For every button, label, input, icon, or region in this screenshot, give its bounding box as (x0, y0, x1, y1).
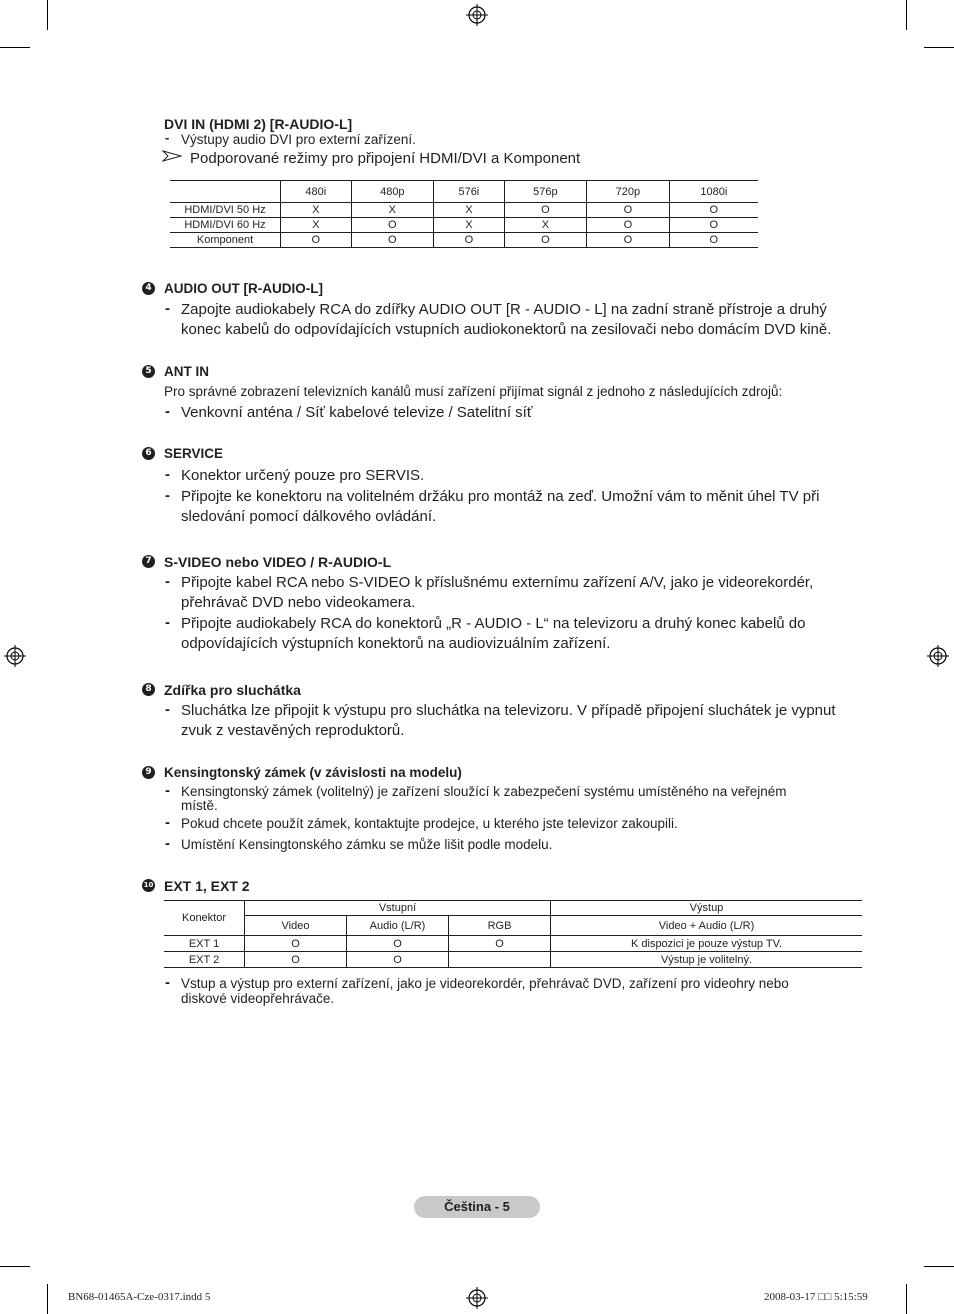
table-cell: O (504, 233, 587, 248)
paragraph-line: Zapojte audiokabely RCA do zdířky AUDIO OUT [R - AUDIO - L] na zadní straně přístroje a druhý (181, 301, 827, 318)
table-cell: Audio (L/R) (347, 916, 449, 936)
crop-mark (0, 47, 30, 48)
paragraph-line: sledování pomocí dálkového ovládání. (181, 508, 437, 525)
table-cell: O (245, 952, 347, 968)
section-number-badge: 5 (142, 365, 155, 378)
table-row (164, 936, 862, 952)
paragraph-line: Připojte ke konektoru na volitelném držáku pro montáž na zeď. Umožní vám to měnit úhel TV při (181, 488, 820, 505)
table-cell: O (281, 233, 352, 248)
crop-mark (924, 47, 954, 48)
table-cell: O (669, 233, 758, 248)
bullet-dash: - (165, 403, 170, 420)
section-number-badge: 7 (142, 555, 155, 568)
table-cell: O (434, 233, 505, 248)
file-slug: BN68-01465A-Cze-0317.indd 5 (68, 1291, 211, 1303)
paragraph-line: Pokud chcete použít zámek, kontaktujte prodejce, u kterého jste televizor zakoupili. (181, 816, 678, 831)
bullet-dash: - (165, 614, 170, 631)
paragraph-line: Konektor určený pouze pro SERVIS. (181, 467, 425, 484)
dvi-bullet: Výstupy audio DVI pro externí zařízení. (181, 132, 416, 147)
table-cell: Konektor (164, 901, 245, 936)
section-heading: ANT IN (164, 364, 209, 379)
section-number-badge: 9 (142, 766, 155, 779)
note-arrow-icon (162, 150, 182, 162)
section-heading: Zdířka pro sluchátka (164, 682, 301, 698)
table-cell: O (245, 936, 347, 952)
paragraph-line: Umístění Kensingtonského zámku se může lišit podle modelu. (181, 837, 553, 852)
paragraph-line: odpovídajících výstupních konektorů na audiovizuálním zařízení. (181, 635, 611, 652)
bullet-dash: - (165, 814, 170, 831)
paragraph-line: Vstup a výstup pro externí zařízení, jako je videorekordér, přehrávač DVD, zařízení pro videohry nebo (181, 976, 789, 991)
table-cell: 1080i (669, 181, 758, 203)
paragraph-line: Připojte kabel RCA nebo S-VIDEO k příslušnému externímu zařízení A/V, jako je videorekordér, (181, 574, 814, 591)
table-cell: X (281, 203, 352, 218)
table-cell: O (449, 936, 551, 952)
paragraph-line: zvuk z vestavěných reproduktorů. (181, 722, 405, 739)
crop-mark (906, 0, 907, 30)
bullet-dash: - (165, 835, 170, 852)
page-number-badge: Čeština - 5 (414, 1196, 540, 1218)
table-cell (170, 181, 281, 203)
table-cell: O (669, 203, 758, 218)
bullet-dash: - (165, 974, 170, 991)
table-cell: X (504, 218, 587, 233)
section-heading: AUDIO OUT [R-AUDIO-L] (164, 281, 323, 296)
table-cell: O (669, 218, 758, 233)
bullet-dash: - (165, 300, 170, 317)
modes-table (170, 180, 758, 248)
table-cell: Výstup je volitelný. (551, 952, 863, 968)
table-cell: 576p (504, 181, 587, 203)
table-row (170, 218, 758, 233)
ext-table (164, 900, 862, 968)
table-cell: Vstupní (245, 901, 551, 916)
date-slug: 2008-03-17 □□ 5:15:59 (764, 1291, 868, 1303)
table-row (164, 952, 862, 968)
section-heading: Kensingtonský zámek (v závislosti na modelu) (164, 765, 462, 780)
paragraph-line: Sluchátka lze připojit k výstupu pro sluchátka na televizoru. V případě připojení sluchátek je vypnut (181, 702, 836, 719)
table-header-row (164, 901, 862, 916)
paragraph-line: místě. (181, 798, 218, 813)
table-cell: O (347, 936, 449, 952)
crop-mark (924, 1266, 954, 1267)
table-cell: K dispozici je pouze výstup TV. (551, 936, 863, 952)
bullet-dash: - (165, 573, 170, 590)
table-cell: Komponent (170, 233, 281, 248)
table-header-row (170, 181, 758, 203)
section-number-badge: 10 (142, 879, 155, 892)
bullet-dash: - (165, 487, 170, 504)
paragraph-line: Připojte audiokabely RCA do konektorů „R - AUDIO - L“ na televizoru a druhý konec kabelů do (181, 615, 806, 632)
section-heading: EXT 1, EXT 2 (164, 878, 250, 894)
bullet-dash: - (165, 782, 170, 799)
table-cell: Video (245, 916, 347, 936)
table-row (170, 233, 758, 248)
crop-mark (906, 1284, 907, 1314)
table-cell: EXT 1 (164, 936, 245, 952)
table-cell: O (351, 218, 434, 233)
paragraph-line: konec kabelů do odpovídajících vstupních audiokonektorů na zesilovači nebo domácím DVD kině. (181, 321, 832, 338)
paragraph-line: diskové videopřehrávače. (181, 991, 335, 1006)
bullet-dash: - (165, 701, 170, 718)
table-cell: Výstup (551, 901, 863, 916)
table-cell: O (351, 233, 434, 248)
section-number-badge: 8 (142, 683, 155, 696)
bullet-dash: - (165, 466, 170, 483)
crop-mark (47, 0, 48, 30)
table-cell: O (587, 218, 670, 233)
table-cell: X (434, 218, 505, 233)
table-cell: RGB (449, 916, 551, 936)
table-header-row (164, 916, 862, 936)
registration-mark-icon (4, 645, 26, 667)
paragraph-line: Pro správné zobrazení televizních kanálů musí zařízení přijímat signál z jednoho z následujících zdrojů: (164, 384, 783, 399)
table-cell: HDMI/DVI 50 Hz (170, 203, 281, 218)
dvi-note: Podporované režimy pro připojení HDMI/DVI a Komponent (190, 150, 581, 167)
registration-mark-icon (466, 4, 488, 26)
table-cell: 480p (351, 181, 434, 203)
table-cell: O (347, 952, 449, 968)
section-heading: S-VIDEO nebo VIDEO / R-AUDIO-L (164, 554, 392, 570)
table-cell: X (434, 203, 505, 218)
table-cell: Video + Audio (L/R) (551, 916, 863, 936)
table-cell (449, 952, 551, 968)
section-number-badge: 4 (142, 282, 155, 295)
registration-mark-icon (466, 1287, 488, 1309)
table-cell: X (351, 203, 434, 218)
paragraph-line: Venkovní anténa / Síť kabelové televize / Satelitní síť (181, 404, 533, 421)
table-cell: 720p (587, 181, 670, 203)
paragraph-line: přehrávač DVD nebo videokamera. (181, 594, 416, 611)
table-cell: 576i (434, 181, 505, 203)
bullet-dash: - (165, 130, 170, 145)
table-cell: O (587, 233, 670, 248)
dvi-heading: DVI IN (HDMI 2) [R-AUDIO-L] (164, 116, 353, 132)
table-cell: X (281, 218, 352, 233)
crop-mark (47, 1284, 48, 1314)
table-cell: O (587, 203, 670, 218)
crop-mark (0, 1266, 30, 1267)
paragraph-line: Kensingtonský zámek (volitelný) je zařízení sloužící k zabezpečení systému umístěného na veřejném (181, 784, 787, 799)
registration-mark-icon (927, 645, 949, 667)
table-cell: EXT 2 (164, 952, 245, 968)
table-cell: O (504, 203, 587, 218)
section-number-badge: 6 (142, 447, 155, 460)
table-row (170, 203, 758, 218)
section-heading: SERVICE (164, 446, 224, 461)
table-cell: 480i (281, 181, 352, 203)
table-cell: HDMI/DVI 60 Hz (170, 218, 281, 233)
